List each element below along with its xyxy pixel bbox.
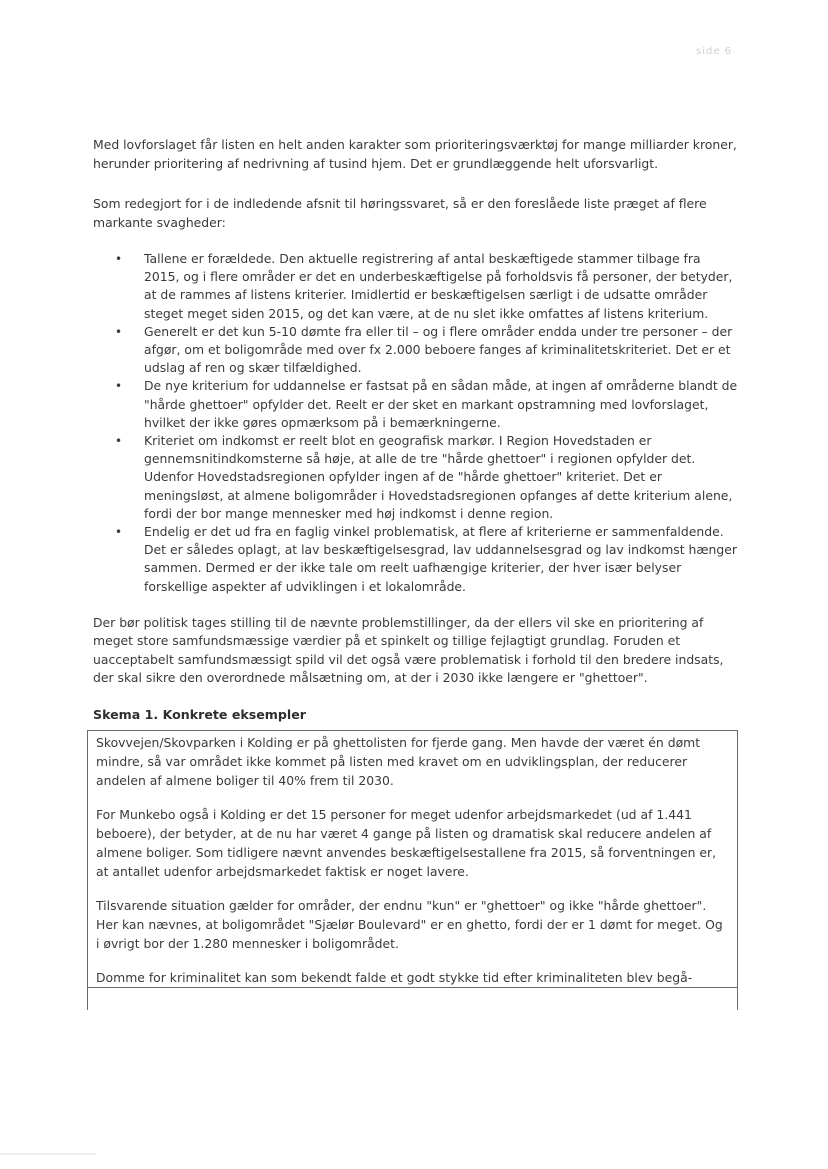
example-paragraph: Tilsvarende situation gælder for områder, der endnu "kun" er "ghettoer" og ikke "hårde ghettoer". Her kan nævnes, at boligområdet "Sjælør Boulevard" er en ghetto, fordi der er 1 dømt for meget. Og i øvrigt bor der 1.280 mennesker i boligområdet. xyxy=(96,897,723,951)
document-body xyxy=(93,136,739,1010)
examples-box xyxy=(87,730,738,1010)
example-paragraph: Skovvejen/Skovparken i Kolding er på ghettolisten for fjerde gang. Men havde der været én dømt mindre, så var området ikke kommet på listen med kravet om en udviklingsplan, der reducerer andelen af almene boliger til 40% frem til 2030. xyxy=(96,734,701,788)
bullet-icon: • xyxy=(115,379,123,394)
list-item: • Tallene er forældede. Den aktuelle registrering af antal beskæftigede stammer tilbage fra 2015, og i flere områder er det en underbeskæftigelse på forholdsvis få personer, der betyder, at de rammes af listens kriterier. Imidlertid er beskæftigelsen særligt i de udsatte områder steget meget siden 2015, og det kan være, at de nu slet ikke omfattes af listens kriterium. xyxy=(115,251,733,321)
list-item: • Generelt er det kun 5-10 dømte fra eller til – og i flere områder endda under tre personer – der afgør, om et boligområde med over fx 2.000 beboere fanges af kriminalitetskriteriet. Det er et udslag af ren og skær tilfældighed. xyxy=(115,323,733,376)
bullet-icon: • xyxy=(115,525,123,540)
example-paragraph: Domme for kriminalitet kan som bekendt falde et godt stykke tid efter kriminaliteten blev begå- xyxy=(88,968,737,988)
list-item: • De nye kriterium for uddannelse er fastsat på en sådan måde, at ingen af områderne blandt de "hårde ghettoer" opfylder det. Reelt er der sket en markant opstramning med lovforslaget, hvilket der ikke gøres opmærksom på i bemærkningerne. xyxy=(115,378,738,430)
weakness-list xyxy=(93,250,739,596)
list-item: • Kriteriet om indkomst er reelt blot en geografisk markør. I Region Hovedstaden er gennemsnitindkomsterne så høje, at alle de tre "hårde ghettoer" i regionen opfylder det. Udenfor Hovedstadsregionen opfylder ingen af de "hårde ghettoer" kriteriet. Det er meningsløst, at almene boligområder i Hovedstadsregionen opfanges af dette kriterium alene, fordi der bor mange mennesker med høj indkomst i denne region. xyxy=(115,433,733,521)
svagheder-paragraph: Som redegjort for i de indledende afsnit til høringssvaret, så er den foreslåede liste præget af flere markante svagheder: xyxy=(93,196,707,230)
scan-edge-mark xyxy=(0,1153,96,1155)
bullet-icon: • xyxy=(115,434,123,449)
page-number: side 6 xyxy=(696,46,733,57)
skema-heading: Skema 1. Konkrete eksempler xyxy=(93,706,306,722)
example-paragraph: For Munkebo også i Kolding er det 15 personer for meget udenfor arbejdsmarkedet (ud af 1.441 beboere), der betyder, at de nu har været 4 gange på listen og dramatisk skal reducere andelen af almene boliger. Som tidligere nævnt anvendes beskæftigelsestallene fra 2015, så forventningen er, at antallet udenfor arbejdsmarkedet faktisk er noget lavere. xyxy=(96,806,717,879)
conclusion-paragraph: Der bør politisk tages stilling til de nævnte problemstillinger, da der ellers vil ske en prioritering af meget store samfundsmæssige værdier på et spinkelt og tillige fejlagtigt grundlag. Foruden et uacceptabelt samfundsmæssigt spild vil det også være problematisk i forhold til den bredere indsats, der skal sikre den overordnede målsætning om, at der i 2030 ikke længere er "ghettoer". xyxy=(93,614,724,686)
list-item: • Endelig er det ud fra en faglig vinkel problematisk, at flere af kriterierne er sammenfaldende. Det er således oplagt, at lav beskæftigelsesgrad, lav uddannelsesgrad og lav indkomst hænger sammen. Dermed er der ikke tale om reelt uafhængige kriterier, der hver især belyser forskellige aspekter af udviklingen i et lokalområde. xyxy=(115,524,737,594)
bullet-icon: • xyxy=(115,252,123,266)
bullet-icon: • xyxy=(115,324,123,339)
intro-paragraph: Med lovforslaget får listen en helt anden karakter som prioriteringsværktøj for mange milliarder kroner, herunder prioritering af nedrivning af tusind hjem. Det er grundlæggende helt uforsvarligt. xyxy=(93,137,737,171)
